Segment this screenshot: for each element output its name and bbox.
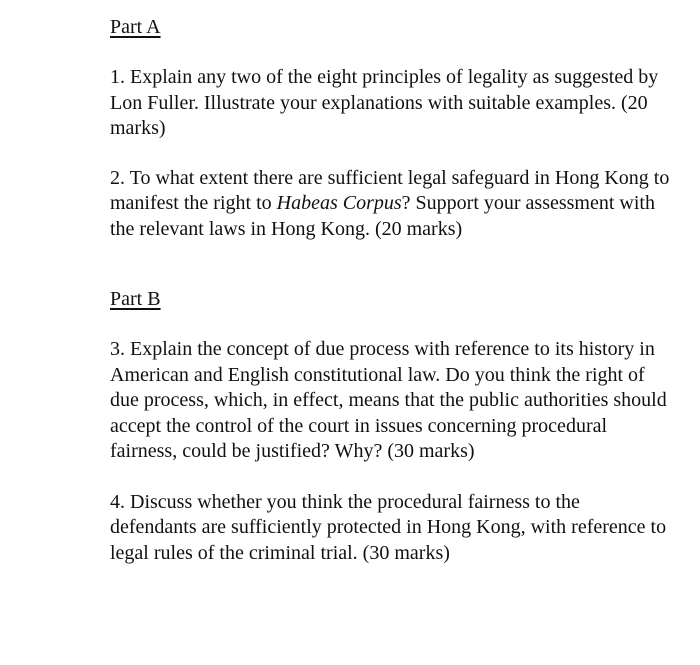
question-1: 1. Explain any two of the eight principles of legality as suggested by Lon Fuller. Illustrate your explanations with suitable examples. (20 marks) <box>110 66 659 139</box>
question-2-habeas-corpus: Habeas Corpus <box>276 192 402 214</box>
question-2-suffix: ? Support your assessment with the relevant laws in Hong Kong. (20 marks) <box>110 192 655 240</box>
exam-paper <box>110 14 670 566</box>
part-b-heading: Part B <box>110 288 161 310</box>
part-a-heading: Part A <box>110 16 161 38</box>
question-3: 3. Explain the concept of due process with reference to its history in American and English constitutional law. Do you think the right of due process, which, in effect, means that the public authorities should accept the control of the court in issues concerning procedural fairness, could be justified? Why? (30 marks) <box>110 338 667 462</box>
question-2 <box>110 166 670 243</box>
question-2-prefix: 2. To what extent there are sufficient legal safeguard in Hong Kong to manifest the right to <box>110 166 670 214</box>
question-4: 4. Discuss whether you think the procedural fairness to the defendants are sufficiently protected in Hong Kong, with reference to legal rules of the criminal trial. (30 marks) <box>110 490 667 564</box>
